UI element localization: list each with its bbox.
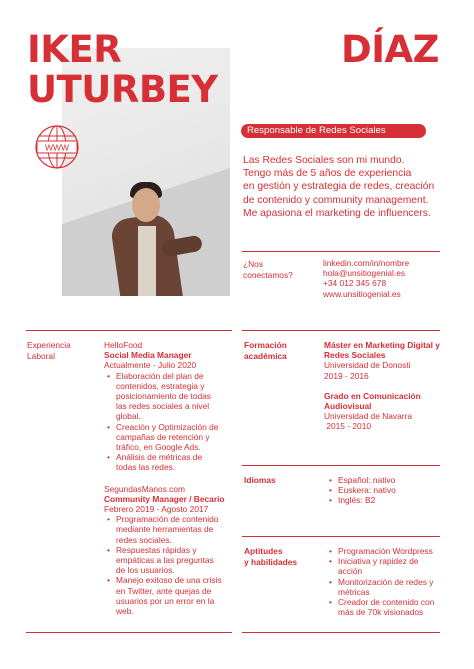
linkedin-link[interactable]: linkedin.com/in/nombre <box>323 258 410 268</box>
surname-1: DÍAZ <box>341 28 439 71</box>
contact-list <box>323 258 409 299</box>
divider <box>242 632 440 633</box>
globe-icon <box>33 123 81 171</box>
role-badge: Responsable de Redes Sociales <box>241 124 426 138</box>
divider <box>26 632 232 633</box>
job-dates: Actualmente - Julio 2020 <box>104 360 197 371</box>
divider <box>242 251 440 252</box>
contact-label: ¿Nos conectamos? <box>243 259 293 280</box>
list-item: • Español: nativo <box>326 475 446 485</box>
bio-line: Las Redes Sociales son mi mundo. <box>243 155 405 166</box>
email-link[interactable]: hola@unsitiogenial.es <box>323 268 406 279</box>
first-name: IKER <box>27 28 122 71</box>
bio-text <box>243 154 448 220</box>
bio-line: Tengo más de 5 años de experiencia <box>243 168 412 180</box>
job-company: HelloFood <box>104 340 143 350</box>
list-item: • Respuestas rápidas y empáticas a las preguntas de los usuarios. <box>104 545 234 576</box>
education-entry: Máster en Marketing Digital y Redes Sociales Universidad de Donosti 2019 - 2016 <box>324 340 440 381</box>
skills-label: Aptitudes y habilidades <box>244 546 298 567</box>
list-item: • Iniciativa y rapidez de acción <box>326 556 446 576</box>
experience-list <box>104 340 234 616</box>
divider <box>242 465 440 466</box>
job-dates: Febrero 2019 - Agosto 2017 <box>104 504 209 515</box>
phone-text[interactable]: +34 012 345 678 <box>323 278 387 289</box>
education-entry: Grado en Comunicación Audiovisual Universidad de Navarra 2015 - 2010 <box>324 390 421 432</box>
surname-2: UTURBEY <box>27 68 218 111</box>
website-link[interactable]: www.unsitiogenial.es <box>323 288 401 299</box>
languages-list <box>326 475 446 506</box>
globe-label: WWW <box>44 142 70 153</box>
list-item: • Creación y Optimización de campañas de retención y tráfico, en Google Ads. <box>104 422 234 453</box>
list-item: • Programación de contenido mediante herramientas de redes sociales. <box>104 514 234 545</box>
job-title: Social Media Manager <box>104 350 192 361</box>
list-item: • Manejo exitoso de una crisis en Twitter, ante quejas de usuarios por un error en la web. <box>104 575 234 616</box>
list-item: • Monitorización de redes y métricas <box>326 577 446 597</box>
skills-list <box>326 546 446 617</box>
experience-label: Experiencia Laboral <box>27 340 71 361</box>
languages-label: Idiomas <box>244 475 276 485</box>
job-entry <box>104 340 234 473</box>
education-list <box>324 340 449 432</box>
education-label: Formación académica <box>244 340 287 361</box>
bio-line: de contenido y community management. <box>243 194 429 206</box>
divider <box>26 330 232 331</box>
job-entry <box>104 484 234 617</box>
bio-line: Me apasiona el marketing de influencers. <box>243 207 431 219</box>
list-item: • Elaboración del plan de contenidos, estrategia y posicionamiento de todas las redes sociales a nivel global. <box>104 371 234 422</box>
list-item: • Creador de contenido con más de 70k visionados <box>326 597 446 617</box>
list-item: • Programación Wordpress <box>326 546 446 556</box>
job-title: Community Manager / Becario <box>104 493 225 504</box>
list-item: • Análisis de métricas de todas las redes. <box>104 452 234 472</box>
divider <box>242 536 440 537</box>
list-item: • Inglés: B2 <box>326 495 446 505</box>
list-item: • Euskera: nativo <box>326 485 446 495</box>
job-company: SegundasManos.com <box>104 483 186 494</box>
divider <box>242 330 440 331</box>
bio-line: en gestión y estrategia de redes, creación <box>243 181 435 193</box>
